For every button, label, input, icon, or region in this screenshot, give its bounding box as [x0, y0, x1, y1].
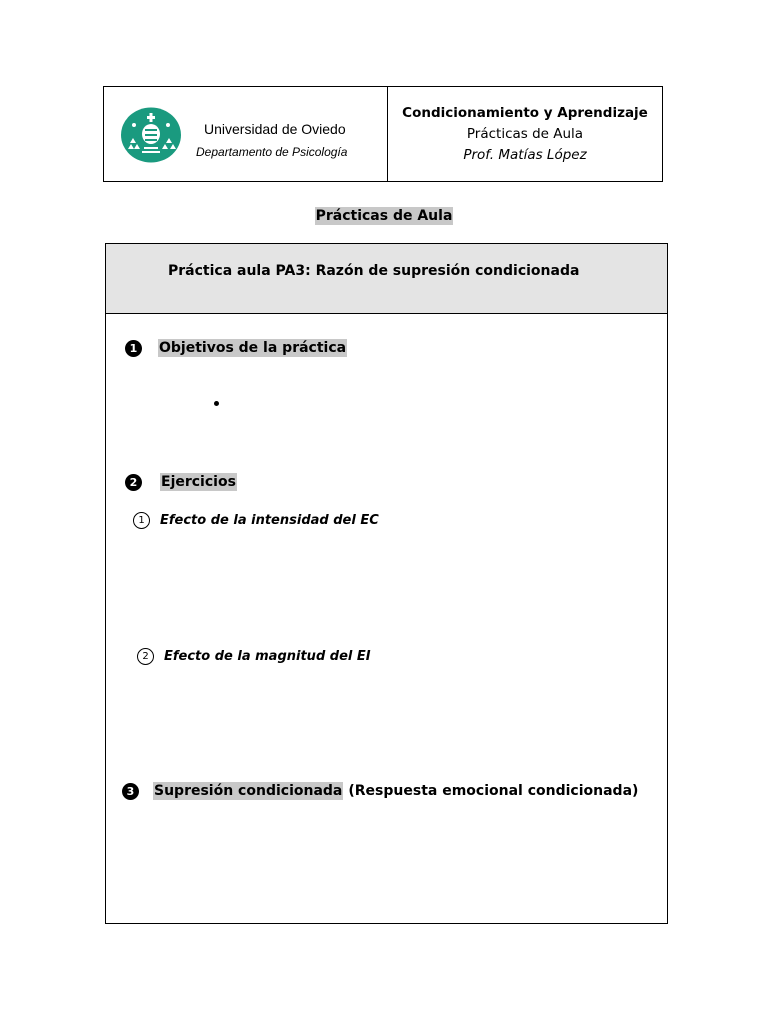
number-1-outline-icon: 1: [133, 512, 150, 529]
section-title-text: Prácticas de Aula: [315, 208, 453, 224]
course-subtitle: Prácticas de Aula: [466, 126, 584, 142]
section-suppression-title: Supresión condicionada: [154, 783, 343, 799]
number-2-icon: 2: [125, 474, 142, 491]
practice-header: [106, 244, 667, 314]
university-logo: [120, 107, 182, 163]
bullet-point: [214, 401, 219, 406]
practice-title: Práctica aula PA3: Razón de supresión condicionada: [168, 263, 580, 279]
document-header: [103, 86, 663, 182]
section-objectives-title: Objetivos de la práctica: [159, 340, 347, 356]
number-2-outline-icon: 2: [137, 648, 154, 665]
number-1-icon: 1: [125, 340, 142, 357]
section-suppression-extra: (Respuesta emocional condicionada): [348, 783, 639, 799]
header-institution-cell: [104, 87, 388, 181]
section-exercises-title: Ejercicios: [161, 474, 236, 490]
department-name: Departamento de Psicología: [196, 145, 348, 159]
subsection-ei-magnitude-title: Efecto de la magnitud del EI: [164, 649, 371, 664]
section-objectives: [125, 339, 347, 357]
section-suppression: [122, 782, 638, 800]
course-title: Condicionamiento y Aprendizaje: [402, 105, 648, 121]
professor-name: Prof. Matías López: [463, 147, 587, 163]
section-exercises: [125, 473, 237, 491]
section-title: [0, 205, 768, 224]
university-name: Universidad de Oviedo: [204, 121, 346, 137]
practice-box: [105, 243, 668, 924]
subsection-ec-intensity: [133, 512, 379, 529]
number-3-icon: 3: [122, 783, 139, 800]
subsection-ei-magnitude: [137, 648, 371, 665]
subsection-ec-intensity-title: Efecto de la intensidad del EC: [160, 513, 379, 528]
header-course-cell: [388, 87, 662, 181]
